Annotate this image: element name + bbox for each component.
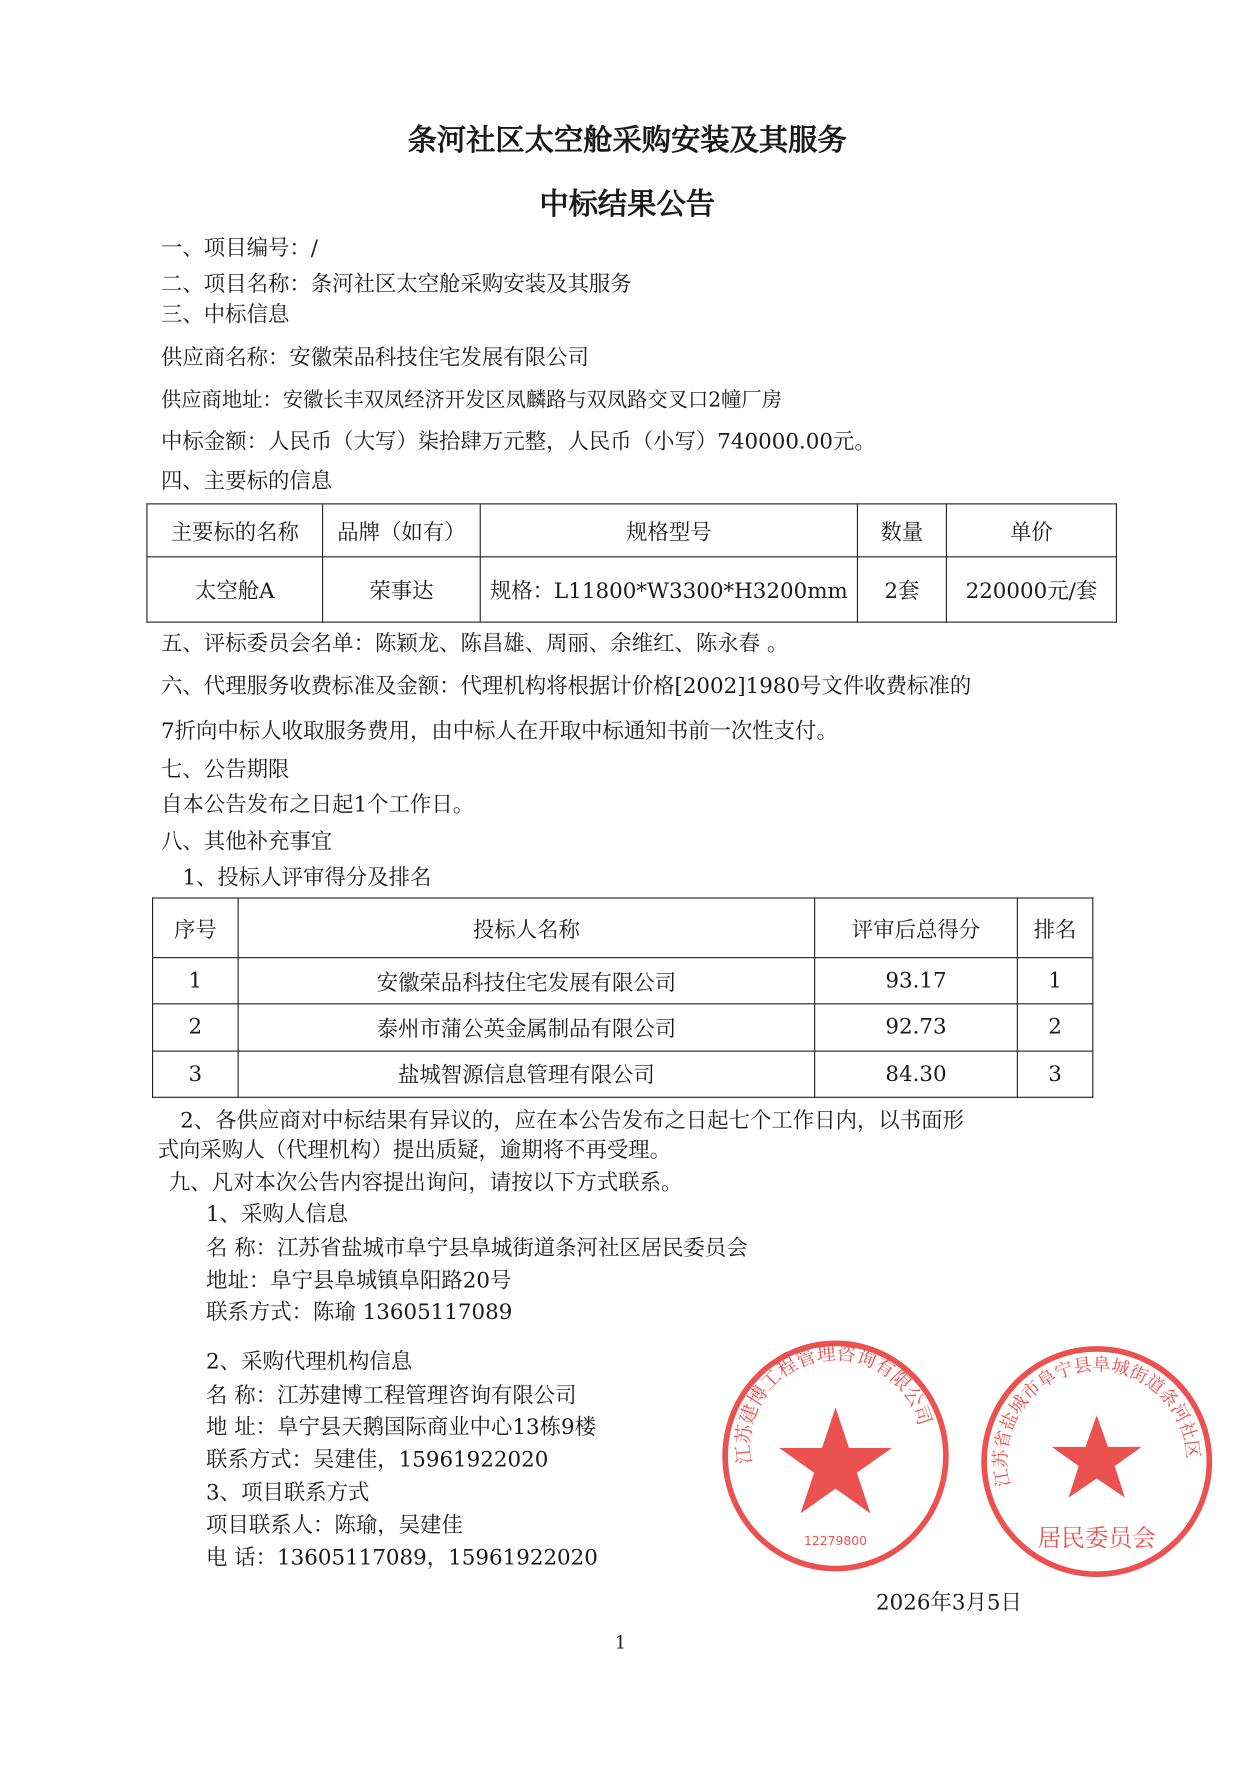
svg-text:江苏建博工程管理咨询有限公司: 江苏建博工程管理咨询有限公司: [731, 1341, 937, 1466]
notice-date: 2026年3月5日: [876, 1590, 1022, 1616]
purchaser-address: 地址：阜宁县阜城镇阜阳路20号: [206, 1268, 512, 1294]
header-spec: 规格型号: [480, 504, 857, 557]
project-contact-persons: 项目联系人：陈瑜，吴建佳: [206, 1512, 463, 1538]
objection-line2: 式向采购人（代理机构）提出质疑，逾期将不再受理。: [157, 1137, 672, 1163]
header-rank: 排名: [1017, 898, 1092, 958]
agency-contact: 联系方式：吴建佳，15961922020: [206, 1447, 549, 1473]
row-seq: 2: [153, 1004, 239, 1051]
table-row: [153, 1004, 1093, 1051]
header-bidder: 投标人名称: [238, 898, 815, 958]
supplier-name: 供应商名称：安徽荣品科技住宅发展有限公司: [161, 345, 589, 370]
row-score: 84.30: [815, 1051, 1018, 1098]
agency-heading: 2、采购代理机构信息: [206, 1349, 413, 1375]
section-notice-period: 七、公告期限: [161, 757, 290, 783]
item-spec: 规格：L11800*W3300*H3200mm: [480, 557, 857, 622]
header-quantity: 数量: [857, 504, 946, 557]
section-winning-info: 三、中标信息: [161, 302, 290, 328]
project-contact-heading: 3、项目联系方式: [206, 1480, 370, 1505]
header-item-name: 主要标的名称: [147, 504, 323, 557]
project-name: 二、项目名称：条河社区太空舱采购安装及其服务: [161, 271, 632, 297]
committee-seal-stamp: [980, 1346, 1214, 1578]
purchaser-name: 名 称：江苏省盐城市阜宁县阜城街道条河社区居民委员会: [206, 1235, 748, 1261]
score-table: [152, 897, 1093, 1097]
contact-intro: 九、凡对本次公告内容提出询问，请按以下方式联系。: [168, 1170, 683, 1196]
project-contact-phone: 电 话：13605117089，15961922020: [206, 1545, 598, 1571]
agency-address: 地 址：阜宁县天鹅国际商业中心13栋9楼: [206, 1414, 597, 1440]
svg-text:12279800: 12279800: [803, 1533, 867, 1548]
row-rank: 2: [1017, 1004, 1092, 1051]
section-main-items: 四、主要标的信息: [161, 468, 333, 494]
score-heading: 1、投标人评审得分及排名: [182, 865, 432, 891]
row-bidder: 安徽荣品科技住宅发展有限公司: [238, 958, 815, 1005]
table-row: [153, 958, 1093, 1005]
items-table-header: [147, 504, 1116, 557]
table-row: [153, 1051, 1093, 1098]
svg-text:居民委员会: 居民委员会: [1037, 1523, 1156, 1552]
committee-list: 五、评标委员会名单：陈颖龙、陈昌雄、周丽、余维红、陈永春 。: [161, 631, 789, 656]
bid-amount: 中标金额：人民币（大写）柒拾肆万元整，人民币（小写）740000.00元。: [161, 429, 876, 455]
row-rank: 3: [1017, 1051, 1092, 1098]
agency-seal-stamp: [721, 1340, 951, 1572]
items-table: [146, 503, 1117, 622]
supplier-address: 供应商地址：安徽长丰双凤经济开发区凤麟路与双凤路交叉口2幢厂房: [161, 388, 782, 413]
item-quantity: 2套: [857, 557, 946, 622]
header-seq: 序号: [153, 898, 239, 958]
star-icon: [779, 1408, 892, 1514]
document-subtitle: 中标结果公告: [539, 188, 716, 222]
notice-period-text: 自本公告发布之日起1个工作日。: [161, 792, 475, 817]
item-unit-price: 220000元/套: [946, 557, 1116, 622]
document-title: 条河社区太空舱采购安装及其服务: [407, 123, 847, 158]
header-score: 评审后总得分: [815, 898, 1018, 958]
item-name: 太空舱A: [147, 557, 323, 622]
row-seq: 3: [153, 1051, 239, 1098]
agency-name: 名 称：江苏建博工程管理咨询有限公司: [206, 1383, 577, 1409]
row-bidder: 盐城智源信息管理有限公司: [238, 1051, 815, 1098]
svg-text:江苏省盐城市阜宁县阜城街道条河社区: 江苏省盐城市阜宁县阜城街道条河社区: [990, 1354, 1204, 1489]
row-bidder: 泰州市蒲公英金属制品有限公司: [238, 1004, 815, 1051]
project-number: 一、项目编号：/: [161, 235, 318, 261]
purchaser-contact: 联系方式：陈瑜 13605117089: [206, 1299, 513, 1325]
section-other: 八、其他补充事宜: [161, 829, 333, 855]
agency-fee-line2: 7折向中标人收取服务费用，由中标人在开取中标通知书前一次性支付。: [161, 718, 838, 744]
item-brand: 荣事达: [323, 557, 481, 622]
objection-line1: 2、各供应商对中标结果有异议的，应在本公告发布之日起七个工作日内，以书面形: [180, 1108, 964, 1134]
purchaser-heading: 1、采购人信息: [206, 1202, 349, 1227]
row-seq: 1: [153, 958, 239, 1005]
star-icon: [1052, 1415, 1142, 1497]
table-row: [147, 557, 1116, 622]
header-unit-price: 单价: [946, 504, 1116, 557]
page-number: 1: [614, 1631, 627, 1653]
header-brand: 品牌（如有）: [323, 504, 481, 557]
score-table-header: [153, 898, 1093, 958]
row-score: 93.17: [815, 958, 1018, 1005]
agency-fee-line1: 六、代理服务收费标准及金额：代理机构将根据计价格[2002]1980号文件收费标准的: [161, 673, 972, 699]
row-rank: 1: [1017, 958, 1092, 1005]
row-score: 92.73: [815, 1004, 1018, 1051]
